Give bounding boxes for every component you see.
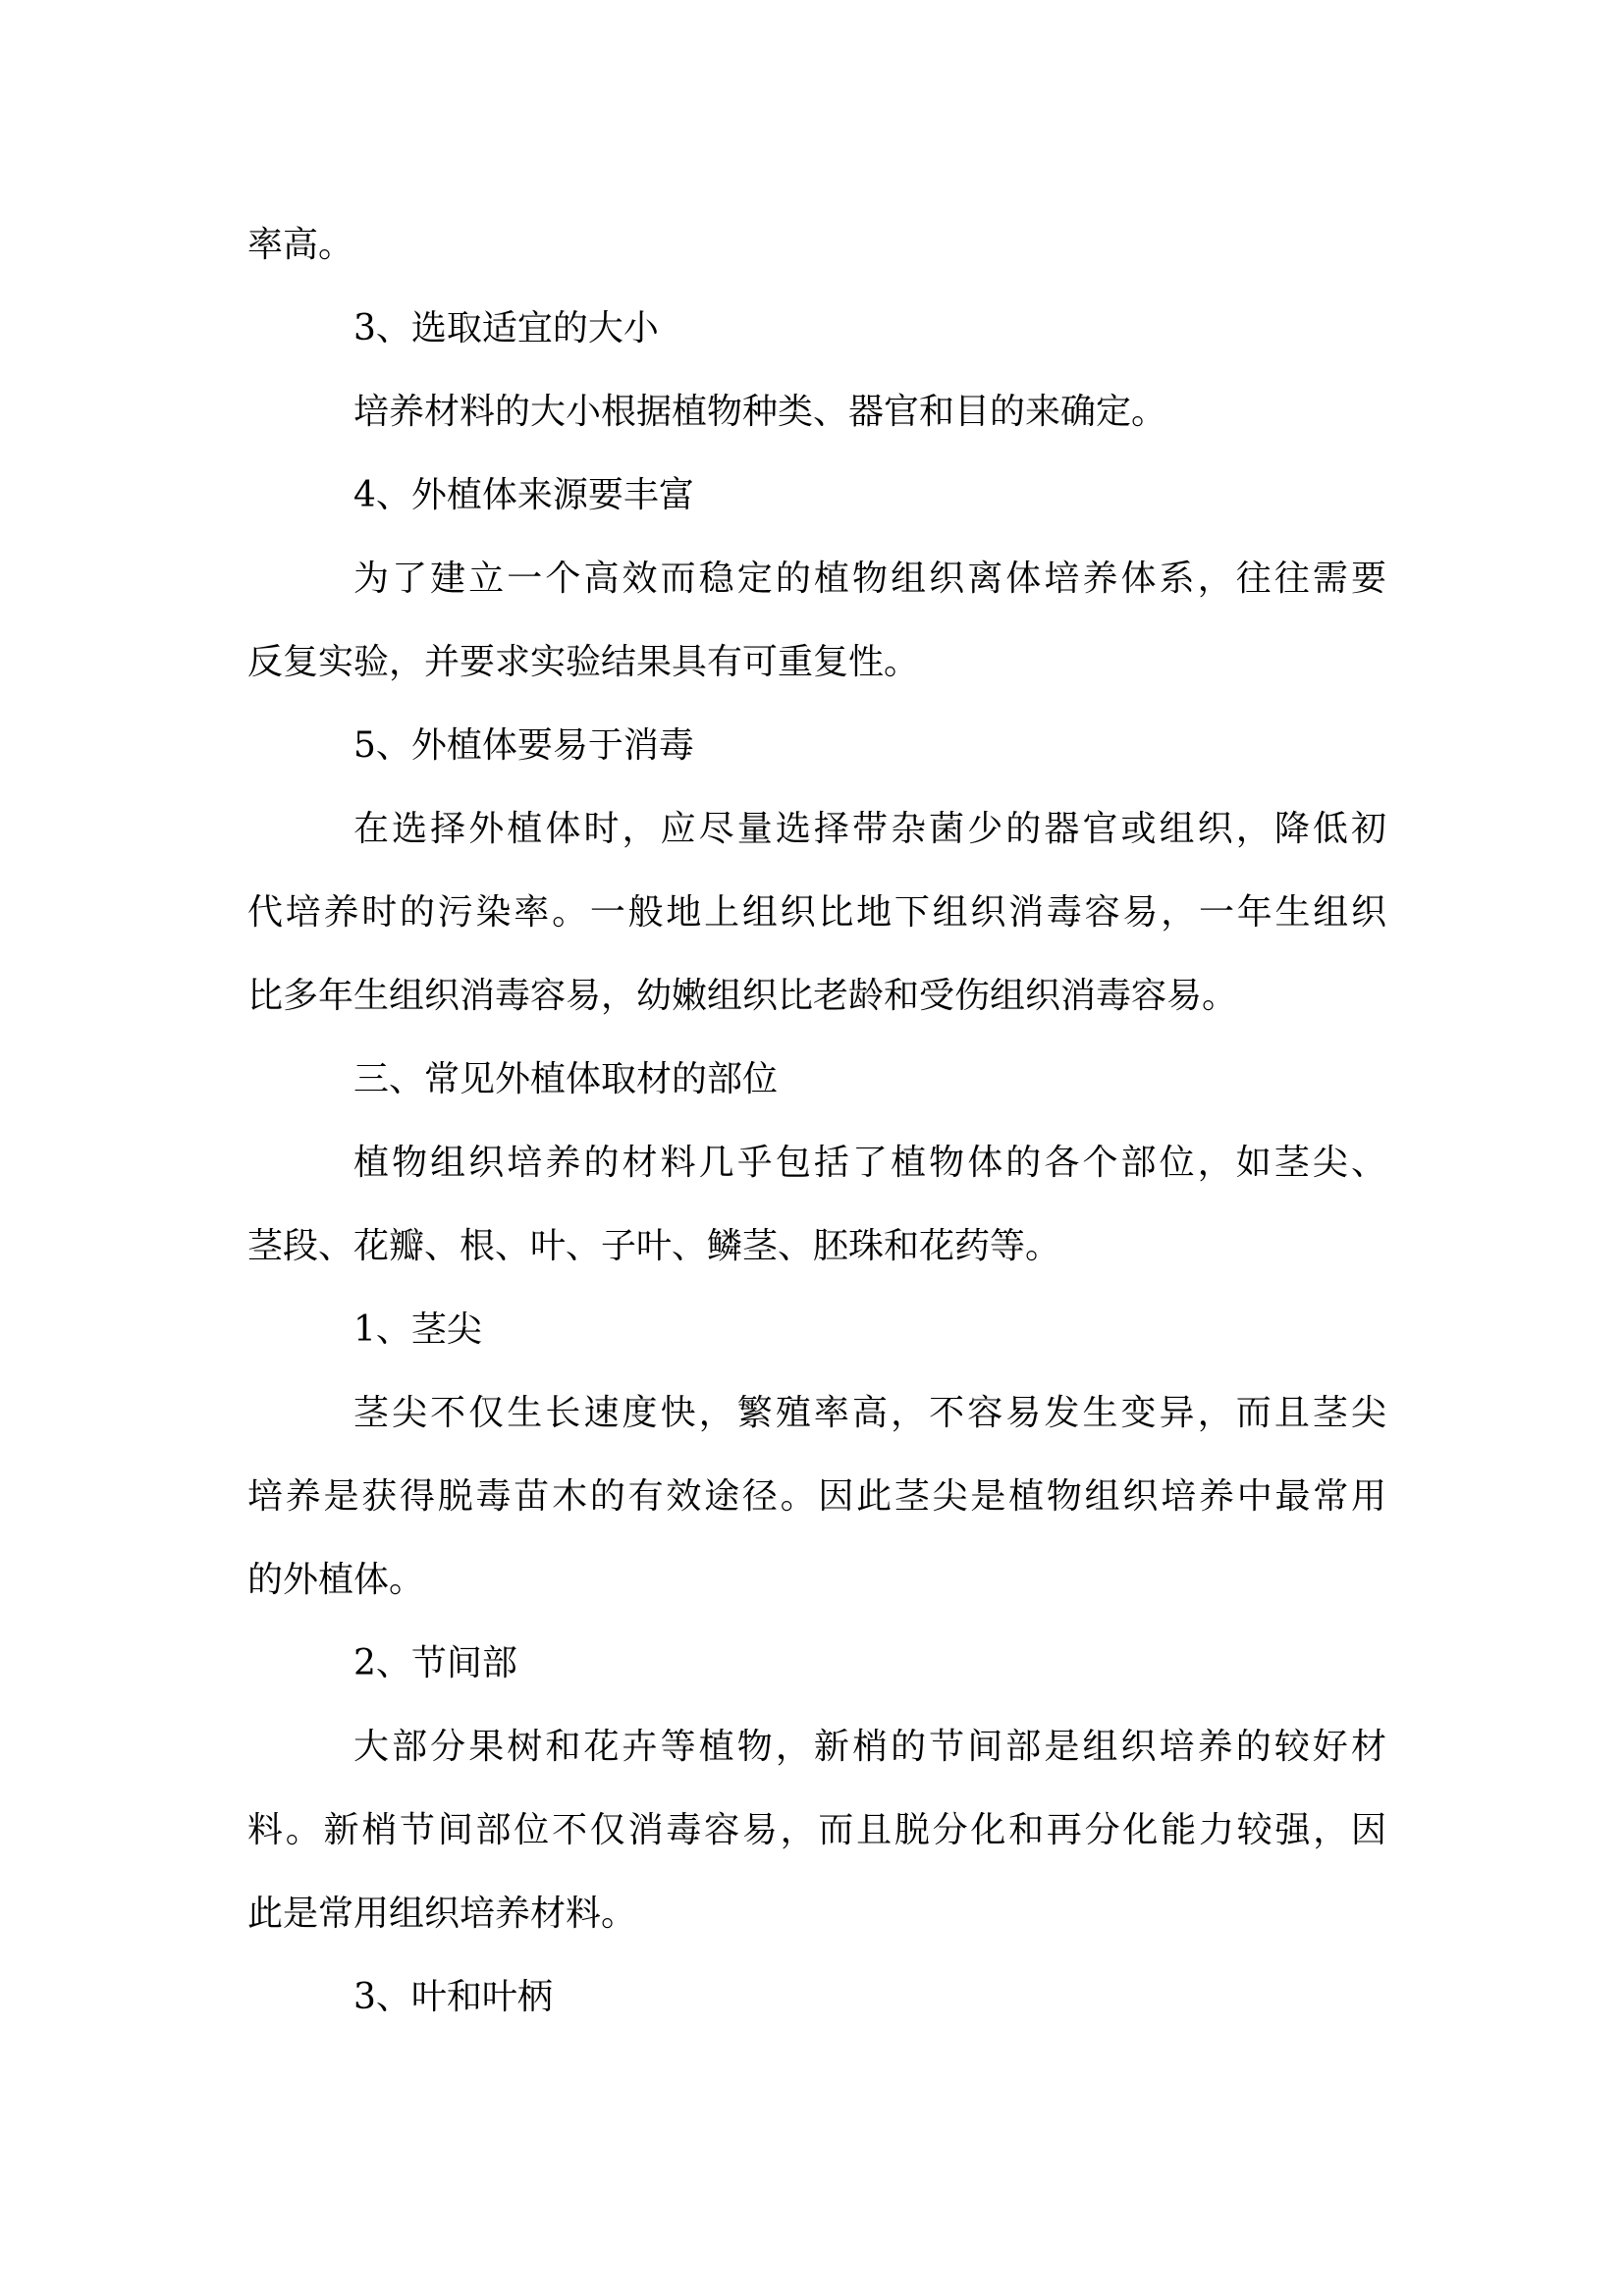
paragraph-line: 率高。	[247, 225, 354, 265]
paragraph-line: 代培养时的污染率。一般地上组织比地下组织消毒容易，一年生组织	[247, 892, 1386, 933]
paragraph-line: 此是常用组织培养材料。	[247, 1894, 637, 1934]
section-heading: 三、常见外植体取材的部位	[353, 1059, 779, 1099]
section-heading: 1、茎尖	[353, 1309, 482, 1350]
paragraph-line: 植物组织培养的材料几乎包括了植物体的各个部位，如茎尖、	[353, 1143, 1386, 1183]
section-heading: 3、叶和叶柄	[353, 1977, 553, 2017]
section-heading: 2、节间部	[353, 1643, 517, 1683]
paragraph-line: 反复实验，并要求实验结果具有可重复性。	[247, 642, 920, 682]
paragraph-line: 培养材料的大小根据植物种类、器官和目的来确定。	[353, 392, 1167, 432]
paragraph-line: 的外植体。	[247, 1560, 425, 1600]
paragraph-line: 在选择外植体时，应尽量选择带杂菌少的器官或组织，降低初	[353, 809, 1386, 849]
section-heading: 4、外植体来源要丰富	[353, 475, 694, 515]
paragraph-line: 料。新梢节间部位不仅消毒容易，而且脱分化和再分化能力较强，因	[247, 1810, 1386, 1850]
paragraph-line: 培养是获得脱毒苗木的有效途径。因此茎尖是植物组织培养中最常用	[247, 1476, 1386, 1517]
paragraph-line: 大部分果树和花卉等植物，新梢的节间部是组织培养的较好材	[353, 1727, 1386, 1767]
paragraph-line: 茎尖不仅生长速度快，繁殖率高，不容易发生变异，而且茎尖	[353, 1393, 1386, 1433]
paragraph-line: 比多年生组织消毒容易，幼嫩组织比老龄和受伤组织消毒容易。	[247, 976, 1238, 1016]
paragraph-line: 为了建立一个高效而稳定的植物组织离体培养体系，往往需要	[353, 559, 1386, 599]
section-heading: 5、外植体要易于消毒	[353, 725, 694, 766]
section-heading: 3、选取适宜的大小	[353, 308, 659, 348]
paragraph-line: 茎段、花瓣、根、叶、子叶、鳞茎、胚珠和花药等。	[247, 1226, 1061, 1266]
